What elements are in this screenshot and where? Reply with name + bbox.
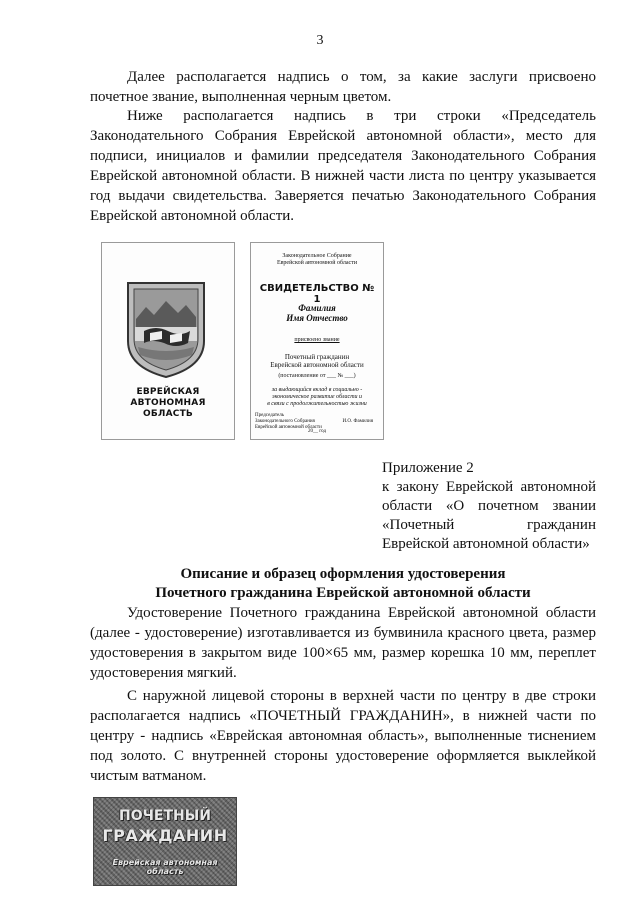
cert-awarded-label: присвоено звание: [294, 337, 340, 343]
id-cover-line1: ПОЧЕТНЫЙ: [119, 808, 211, 824]
appendix-line2: к закону Еврейской автономной: [382, 479, 596, 495]
cert-decision-line: (постановление от ___ № ___): [278, 373, 356, 379]
cert-rank-line1: Почетный гражданин: [284, 353, 350, 361]
cert-rank-line2: Еврейской автономной области: [270, 361, 364, 369]
cover-caption: [108, 387, 228, 420]
paragraph-text: С наружной лицевой стороны в верхней части по центру в две строки располагается надпись «ПОЧЕТНЫЙ ГРАЖДАНИН», в нижней части по центру - надпись «Еврейская автономная область», выполненные тиснением под золото. С внутренней стороны удостоверение оформляется выклейкой чистым ватманом.: [90, 688, 596, 784]
paragraph-text: Далее располагается надпись о том, за какие заслуги присвоено почетное звание, выполненная черным цветом.: [90, 69, 596, 105]
cover-caption-line2: ОБЛАСТЬ: [143, 409, 193, 419]
cert-holder-name: [255, 303, 379, 323]
paragraph-text: Удостоверение Почетного гражданина Еврейской автономной области (далее - удостоверение) изготавливается из бумвинила красного цвета, размер удостоверения в закрытом виде 100×65 мм, размер корешка 10 мм, переплет удостоверения мягкий.: [90, 605, 596, 681]
id-cover-image: [93, 797, 237, 886]
id-cover-line2: ГРАЖДАНИН: [102, 826, 228, 845]
cert-name-patronymic: Имя Отчество: [286, 313, 348, 323]
cert-issuer: [255, 253, 379, 267]
id-cover-line3: Еврейская автономная область: [112, 858, 218, 876]
appendix-line5: Еврейской автономной области»: [382, 536, 590, 552]
cert-merit-line3: в связи с продолжительностью жизни: [267, 401, 367, 407]
coat-of-arms-emblem: [122, 279, 210, 379]
certificate-cover-image: [101, 242, 235, 440]
cert-rank: [255, 353, 379, 369]
cert-title: СВИДЕТЕЛЬСТВО № 1: [259, 283, 375, 305]
appendix-reference: [382, 459, 596, 554]
heading-line2: Почетного гражданина Еврейской автономной области: [155, 585, 531, 601]
cover-caption-line1: ЕВРЕЙСКАЯ АВТОНОМНАЯ: [130, 387, 206, 408]
page-number: 3: [316, 33, 324, 48]
cert-merit: [255, 387, 379, 408]
cert-surname: Фамилия: [298, 303, 336, 313]
appendix-line4: «Почетный гражданин: [382, 517, 596, 533]
appendix-line3: области «О почетном звании: [382, 498, 596, 514]
paragraph-id-material: [90, 603, 596, 683]
cert-sign-line3: Еврейской автономной области: [255, 425, 322, 430]
cert-merit-line2: экономическое развитие области и: [271, 394, 363, 400]
cert-sign-line2: Законодательного Собрания: [255, 419, 315, 424]
cert-issuer-line1: Законодательное Собрание: [282, 253, 352, 259]
paragraph-merit-inscription: [90, 67, 596, 107]
paragraph-chairman-signature: [90, 106, 596, 226]
certificate-inner-image: [250, 242, 384, 440]
cert-issuer-line2: Еврейской автономной области: [276, 260, 358, 266]
paragraph-id-inscription: [90, 686, 596, 786]
heading-line1: Описание и образец оформления удостоверения: [180, 566, 506, 582]
cert-sign-line1: Председатель: [255, 413, 285, 418]
appendix-line1: Приложение 2: [382, 460, 474, 476]
cert-date: 20__ год: [307, 429, 327, 434]
section-heading: [90, 565, 596, 603]
paragraph-text: Ниже располагается надпись в три строки «Председатель Законодательного Собрания Еврейской автономной области», место для подписи, инициалов и фамилии председателя Законодательного Собрания Еврейской автономной области. В нижней части листа по центру указывается год выдачи свидетельства. Заверяется печатью Законодательного Собрания Еврейской автономной области.: [90, 108, 596, 224]
cert-merit-line1: за выдающийся вклад в социально -: [271, 387, 363, 393]
cert-sign-name: И.О. Фамилия: [342, 419, 373, 424]
